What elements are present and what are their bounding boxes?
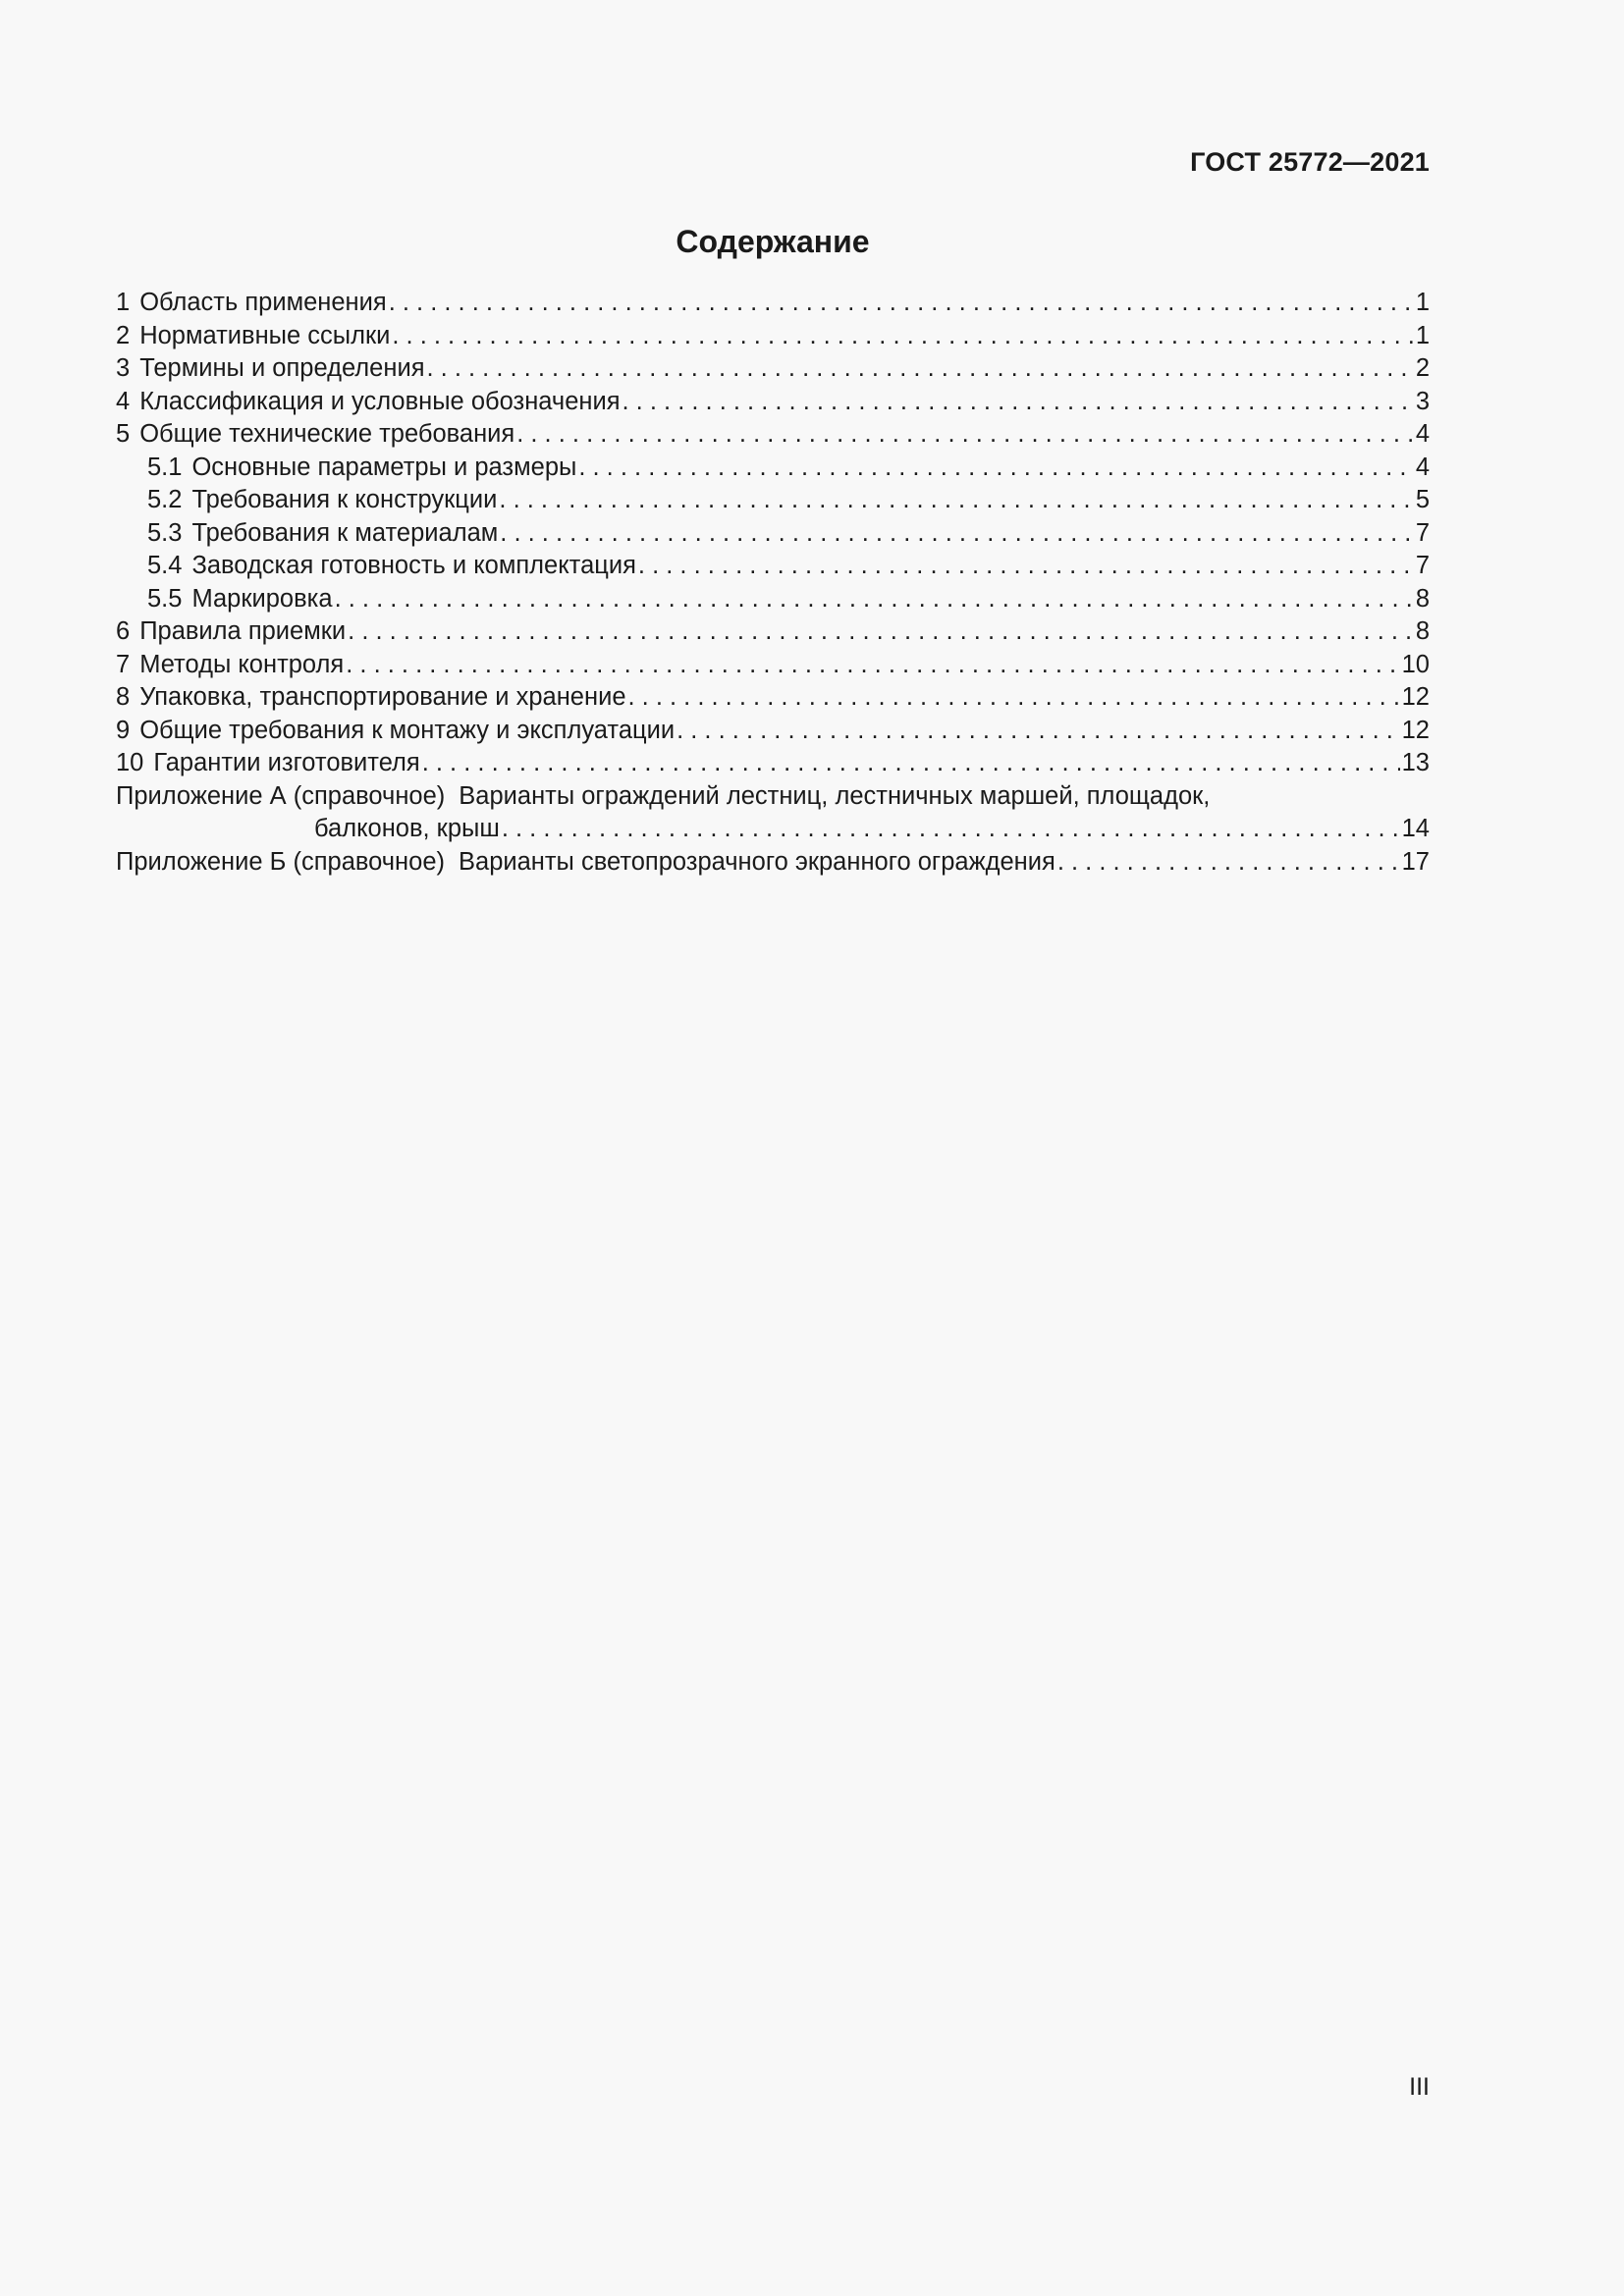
- toc-entry-number: 5: [116, 420, 131, 448]
- toc-leader-dots: [516, 418, 1414, 452]
- toc-entry-number: 5.4: [147, 552, 183, 579]
- toc-appendix-b[interactable]: [116, 846, 1430, 880]
- document-code: ГОСТ 25772—2021: [1190, 147, 1430, 177]
- toc-entry-page: 3: [1415, 387, 1430, 415]
- toc-subentry[interactable]: [116, 583, 1430, 616]
- toc-entry-label: Методы контроля: [139, 650, 345, 678]
- toc-entry-number: 2: [116, 321, 131, 349]
- toc-entry-label: Правила приемки: [139, 617, 347, 645]
- toc-entry[interactable]: [116, 715, 1430, 748]
- toc-entry-page: 13: [1401, 749, 1430, 776]
- toc-entry-page: 8: [1415, 617, 1430, 645]
- toc-entry-page: 7: [1415, 552, 1430, 579]
- toc-leader-dots: [335, 583, 1414, 616]
- toc-leader-dots: [628, 681, 1400, 715]
- toc-leader-dots: [623, 386, 1414, 419]
- toc-leader-dots: [578, 452, 1413, 485]
- toc-leader-dots: [499, 484, 1413, 517]
- toc-entry-label: Общие технические требования: [139, 420, 515, 448]
- toc-entry-number: 4: [116, 387, 131, 415]
- toc-entry-page: 4: [1415, 453, 1430, 481]
- toc-entry[interactable]: [116, 386, 1430, 419]
- toc-entry[interactable]: [116, 615, 1430, 649]
- toc-leader-dots: [392, 320, 1413, 353]
- toc-leader-dots: [422, 747, 1400, 780]
- toc-entry-label: Требования к конструкции: [191, 486, 498, 513]
- toc-entry-page: 5: [1415, 486, 1430, 513]
- toc-leader-dots: [389, 287, 1414, 320]
- toc-leader-dots: [638, 550, 1414, 583]
- toc-entry[interactable]: [116, 747, 1430, 780]
- toc-entry-label: Маркировка: [191, 584, 333, 613]
- appendix-page: 14: [1401, 815, 1430, 842]
- toc-entry-number: 9: [116, 716, 131, 744]
- toc-entry-number: 5.2: [147, 486, 183, 513]
- appendix-prefix: Приложение А (справочное): [116, 781, 446, 810]
- toc-entry-number: 1: [116, 289, 131, 316]
- toc-leader-dots: [502, 813, 1400, 846]
- toc-entry-label: Гарантии изготовителя: [153, 749, 420, 776]
- toc-subentry[interactable]: [116, 484, 1430, 517]
- table-of-contents: [116, 287, 1430, 879]
- toc-entry-label: Область применения: [139, 289, 387, 316]
- toc-entry-label: Требования к материалам: [191, 518, 499, 547]
- toc-entry-page: 7: [1415, 518, 1430, 547]
- toc-subentry[interactable]: [116, 550, 1430, 583]
- toc-entry-label: Общие требования к монтажу и эксплуатации: [139, 716, 676, 744]
- toc-leader-dots: [346, 649, 1399, 682]
- toc-subentry[interactable]: [116, 452, 1430, 485]
- page-number: III: [1409, 2073, 1430, 2101]
- toc-entry-label: Термины и определения: [139, 354, 425, 382]
- appendix-label-line1: Варианты ограждений лестниц, лестничных маршей, площадок,: [459, 781, 1211, 810]
- toc-entry-page: 1: [1415, 289, 1430, 316]
- toc-entry-page: 8: [1415, 584, 1430, 613]
- toc-entry-number: 3: [116, 354, 131, 382]
- toc-entry-number: 8: [116, 683, 131, 711]
- toc-entry-page: 2: [1415, 354, 1430, 382]
- toc-entry-page: 12: [1401, 716, 1430, 744]
- toc-entry-number: 5.3: [147, 518, 183, 547]
- toc-entry-label: Классификация и условные обозначения: [139, 387, 621, 415]
- toc-subentry[interactable]: [116, 517, 1430, 551]
- appendix-label-line2: балконов, крыш: [314, 815, 500, 842]
- toc-entry-number: 7: [116, 650, 131, 678]
- toc-entry-page: 12: [1401, 683, 1430, 711]
- toc-leader-dots: [348, 615, 1414, 649]
- toc-entry[interactable]: [116, 287, 1430, 320]
- toc-entry[interactable]: [116, 320, 1430, 353]
- toc-title: Содержание: [676, 224, 870, 259]
- appendix-label-line1: Варианты светопрозрачного экранного ограждения: [459, 847, 1056, 876]
- toc-entry-label: Упаковка, транспортирование и хранение: [139, 683, 626, 711]
- toc-entry-page: 4: [1415, 420, 1430, 448]
- appendix-page: 17: [1401, 847, 1430, 876]
- toc-entry-page: 1: [1415, 321, 1430, 349]
- toc-entry[interactable]: [116, 418, 1430, 452]
- toc-leader-dots: [1057, 846, 1400, 880]
- toc-leader-dots: [500, 517, 1414, 551]
- toc-entry[interactable]: [116, 649, 1430, 682]
- toc-leader-dots: [427, 352, 1414, 386]
- toc-entry-label: Заводская готовность и комплектация: [191, 552, 636, 579]
- toc-entry-label: Нормативные ссылки: [139, 321, 391, 349]
- toc-entry-number: 10: [116, 749, 144, 776]
- toc-entry[interactable]: [116, 681, 1430, 715]
- toc-entry-number: 5.5: [147, 584, 183, 613]
- toc-entry[interactable]: [116, 352, 1430, 386]
- toc-entry-number: 5.1: [147, 453, 183, 481]
- toc-appendix-a[interactable]: [116, 780, 1430, 846]
- appendix-prefix: Приложение Б (справочное): [116, 847, 445, 876]
- toc-entry-label: Основные параметры и размеры: [191, 453, 577, 481]
- toc-entry-page: 10: [1401, 650, 1430, 678]
- toc-leader-dots: [677, 715, 1400, 748]
- toc-entry-number: 6: [116, 617, 131, 645]
